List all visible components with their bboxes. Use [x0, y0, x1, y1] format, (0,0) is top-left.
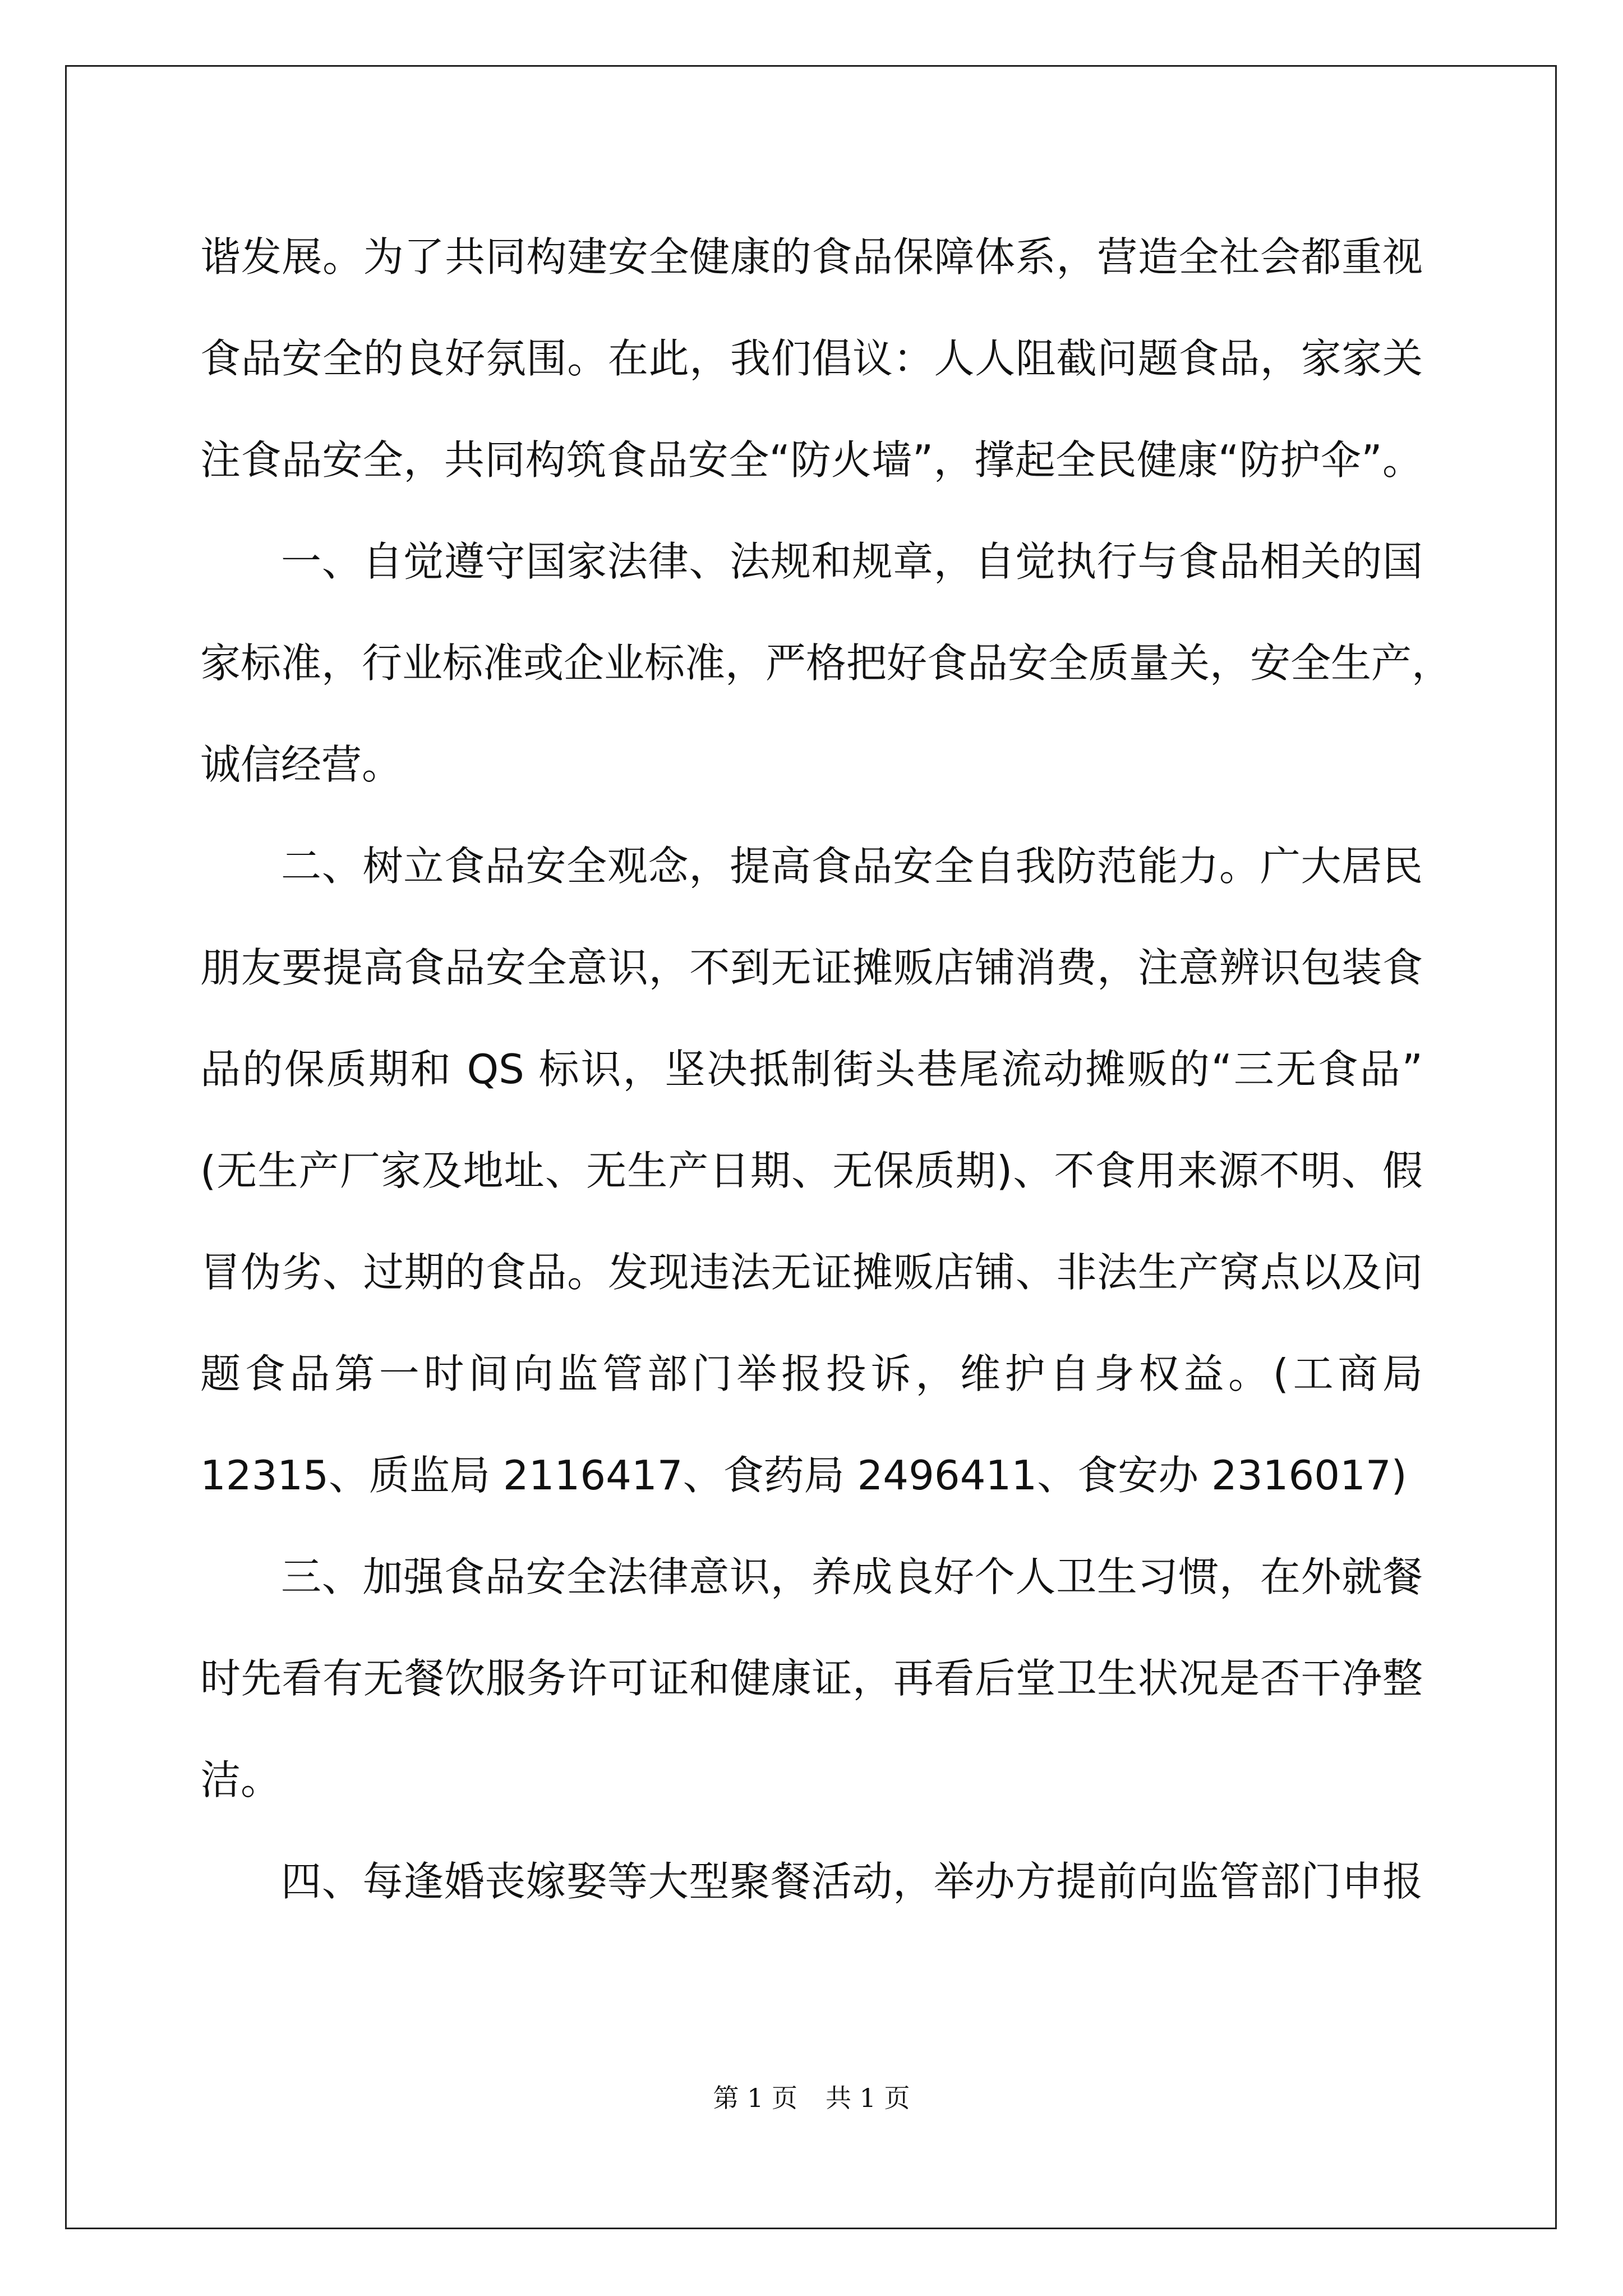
text-line-10: (无生产厂家及地址、无生产日期、无保质期)、不食用来源不明、假 [200, 1147, 1423, 1194]
page-footer [0, 2081, 1623, 2115]
text-line-5: 家标准，行业标准或企业标准，严格把好食品安全质量关，安全生产， [200, 639, 1453, 687]
text-line-15: 时先看有无餐饮服务许可证和健康证，再看后堂卫生状况是否干净整 [200, 1655, 1423, 1702]
text-line-16: 洁。 [200, 1756, 282, 1803]
text-line-7: 二、树立食品安全观念，提高食品安全自我防范能力。广大居民 [281, 843, 1423, 890]
text-line-9: 品的保质期和 QS 标识，坚决抵制街头巷尾流动摊贩的“三无食品” [200, 1046, 1423, 1093]
text-line-2: 食品安全的良好氛围。在此，我们倡议：人人阻截问题食品，家家关 [200, 335, 1423, 382]
text-line-14: 三、加强食品安全法律意识，养成良好个人卫生习惯，在外就餐 [281, 1553, 1423, 1600]
text-line-4: 一、自觉遵守国家法律、法规和规章，自觉执行与食品相关的国 [281, 538, 1423, 585]
text-line-13: 12315、质监局 2116417、食药局 2496411、食安办 2316017) [200, 1452, 1407, 1499]
text-line-11: 冒伪劣、过期的食品。发现违法无证摊贩店铺、非法生产窝点以及问 [200, 1249, 1423, 1296]
text-line-17: 四、每逢婚丧嫁娶等大型聚餐活动，举办方提前向监管部门申报 [281, 1858, 1423, 1905]
page-number-current: 第 1 页 [713, 2083, 797, 2113]
text-line-1: 谐发展。为了共同构建安全健康的食品保障体系，营造全社会都重视 [200, 233, 1423, 280]
text-line-8: 朋友要提高食品安全意识，不到无证摊贩店铺消费，注意辨识包装食 [200, 944, 1423, 991]
document-body [200, 206, 1453, 1932]
text-line-12: 题食品第一时间向监管部门举报投诉，维护自身权益。(工商局 [200, 1350, 1423, 1397]
page-number-total: 共 1 页 [826, 2083, 910, 2113]
text-line-3: 注食品安全，共同构筑食品安全“防火墙”，撑起全民健康“防护伞”。 [200, 436, 1423, 484]
text-line-6: 诚信经营。 [200, 741, 403, 788]
